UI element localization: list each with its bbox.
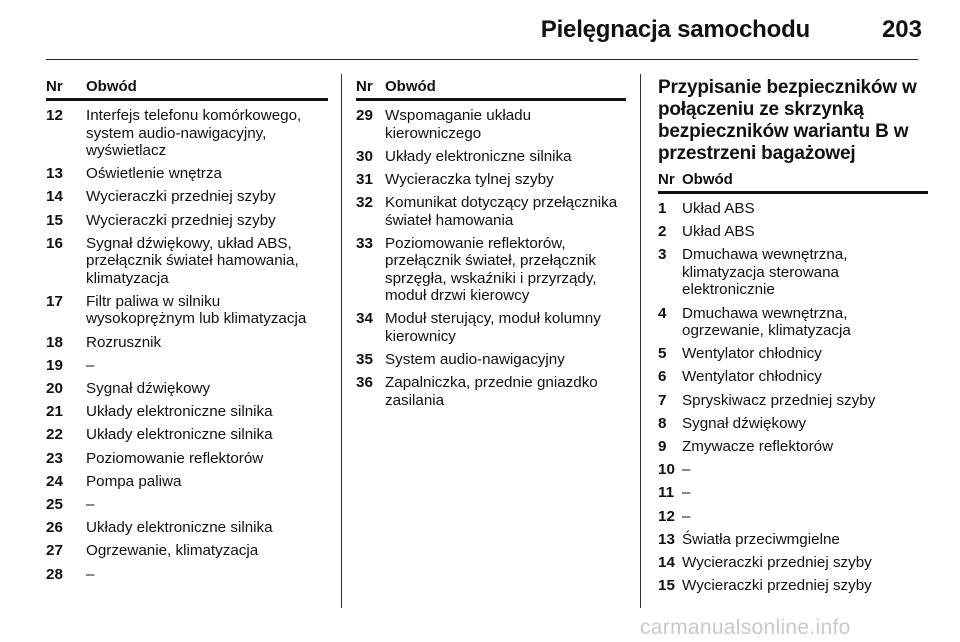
- table-row: [658, 368, 928, 386]
- circuit-name: Sygnał dźwiękowy, układ ABS, przełącznik świateł hamowania, klimatyzacja: [86, 234, 299, 287]
- table-row: [46, 334, 328, 352]
- circuit-name: Sygnał dźwiękowy: [86, 380, 211, 397]
- table-row: [46, 426, 328, 444]
- fuse-number: 13: [658, 530, 675, 548]
- fuse-number: 19: [46, 356, 63, 374]
- table-row: [46, 473, 328, 491]
- header-circuit: Obwód: [86, 78, 137, 95]
- watermark: carmanualsonline.info: [640, 616, 851, 639]
- fuse-number: 14: [658, 553, 675, 571]
- fuse-number: 32: [356, 194, 373, 212]
- header-nr: Nr: [46, 78, 63, 95]
- table-row: [658, 415, 928, 433]
- table-row: [658, 577, 928, 595]
- fuse-number: 8: [658, 414, 667, 432]
- fuse-number: 12: [46, 107, 63, 124]
- table-row: [356, 310, 626, 345]
- table-row: [658, 461, 928, 479]
- table-row: [46, 450, 328, 468]
- fuse-number: 24: [46, 472, 63, 490]
- fuse-number: 10: [658, 461, 675, 479]
- circuit-name: Poziomowanie reflektorów: [86, 449, 264, 467]
- circuit-name: Układy elektroniczne silnika: [86, 519, 273, 537]
- table-body: [658, 200, 928, 595]
- fuse-number: 2: [658, 223, 667, 241]
- table-row: [46, 165, 328, 183]
- fuse-number: 27: [46, 542, 63, 560]
- page-title: Pielęgnacja samochodu: [540, 16, 810, 43]
- table-row: [658, 438, 928, 456]
- table-row: [46, 357, 328, 375]
- circuit-name: Interfejs telefonu komórkowego, system audio-nawigacyjny, wyświetlacz: [86, 107, 302, 159]
- table-row: [46, 542, 328, 560]
- table-row: [658, 531, 928, 549]
- circuit-name: Filtr paliwa w silniku wysokoprężnym lub klimatyzacja: [86, 292, 307, 328]
- table-row: [356, 148, 626, 166]
- circuit-name: Wycieraczki przedniej szyby: [682, 577, 872, 595]
- fuse-number: 7: [658, 391, 667, 409]
- circuit-name: Ogrzewanie, klimatyzacja: [86, 542, 259, 560]
- section-title: Przypisanie bezpieczników w połączeniu ze skrzynką bezpieczników wariantu B w przestrzeni bagażowej: [658, 77, 917, 164]
- header-circuit: Obwód: [682, 171, 733, 188]
- header-circuit: Obwód: [385, 78, 436, 95]
- circuit-name: Wycieraczka tylnej szyby: [385, 170, 554, 188]
- circuit-name: Wycieraczki przedniej szyby: [86, 211, 276, 229]
- table-body: [356, 107, 626, 409]
- circuit-name: –: [682, 484, 691, 502]
- table-row: [658, 200, 928, 218]
- table-row: [356, 194, 626, 229]
- circuit-name: Dmuchawa wewnętrzna, klimatyzacja sterowana elektronicznie: [682, 246, 848, 299]
- fuse-table-3: [658, 78, 928, 595]
- table-row: [356, 171, 626, 189]
- fuse-number: 9: [658, 438, 667, 455]
- circuit-name: Rozrusznik: [86, 333, 162, 351]
- table-row: [658, 392, 928, 410]
- fuse-number: 36: [356, 374, 373, 392]
- circuit-name: Układy elektroniczne silnika: [385, 147, 572, 165]
- fuse-table-2: [356, 78, 626, 409]
- fuse-number: 21: [46, 403, 63, 421]
- table-row: [46, 188, 328, 206]
- header-nr: Nr: [658, 171, 675, 188]
- fuse-number: 34: [356, 310, 373, 328]
- fuse-number: 5: [658, 345, 667, 363]
- circuit-name: Oświetlenie wnętrza: [86, 165, 222, 183]
- table-row: [46, 496, 328, 514]
- table-row: [46, 293, 328, 328]
- circuit-name: Zapalniczka, przednie gniazdko zasilania: [385, 374, 598, 409]
- table-header: [46, 78, 328, 101]
- table-row: [46, 403, 328, 421]
- table-row: [658, 223, 928, 241]
- header-rule: [46, 59, 918, 60]
- fuse-number: 16: [46, 234, 63, 252]
- table-row: [356, 374, 626, 409]
- fuse-number: 3: [658, 246, 667, 264]
- fuse-number: 11: [658, 484, 675, 502]
- circuit-name: Układ ABS: [682, 200, 755, 217]
- circuit-name: Komunikat dotyczący przełącznika świateł hamowania: [385, 194, 618, 229]
- fuse-number: 4: [658, 304, 667, 322]
- fuse-number: 22: [46, 426, 63, 444]
- circuit-name: Układ ABS: [682, 223, 755, 241]
- circuit-name: System audio-nawigacyjny: [385, 351, 565, 369]
- table-row: [356, 235, 626, 305]
- column-divider-1: [341, 74, 342, 608]
- circuit-name: Dmuchawa wewnętrzna, ogrzewanie, klimatyzacja: [682, 304, 851, 340]
- table-header: [356, 78, 626, 101]
- fuse-number: 23: [46, 449, 63, 467]
- circuit-name: –: [682, 507, 691, 525]
- fuse-number: 6: [658, 368, 667, 386]
- fuse-number: 1: [658, 200, 667, 217]
- circuit-name: Pompa paliwa: [86, 472, 182, 490]
- circuit-name: Układy elektroniczne silnika: [86, 403, 273, 421]
- fuse-number: 30: [356, 147, 373, 165]
- table-body: [46, 107, 328, 583]
- table-header: [658, 171, 928, 194]
- fuse-number: 25: [46, 495, 63, 513]
- circuit-name: –: [682, 461, 691, 479]
- fuse-number: 13: [46, 165, 63, 183]
- table-row: [658, 246, 928, 299]
- table-row: [658, 305, 928, 340]
- fuse-number: 15: [46, 211, 63, 229]
- circuit-name: Poziomowanie reflektorów, przełącznik świateł, przełącznik sprzęgła, wskaźniki i przyrządy, moduł drzwi kierowcy: [385, 234, 597, 305]
- circuit-name: –: [86, 495, 95, 513]
- fuse-number: 33: [356, 234, 373, 252]
- fuse-number: 15: [658, 577, 675, 595]
- fuse-number: 12: [658, 507, 675, 525]
- fuse-number: 31: [356, 170, 373, 188]
- table-row: [46, 519, 328, 537]
- fuse-number: 14: [46, 188, 63, 206]
- circuit-name: Sygnał dźwiękowy: [682, 414, 807, 432]
- circuit-name: Układy elektroniczne silnika: [86, 426, 273, 444]
- circuit-name: Wentylator chłodnicy: [682, 345, 822, 363]
- circuit-name: Wspomaganie układu kierowniczego: [385, 107, 532, 142]
- circuit-name: Wentylator chłodnicy: [682, 368, 822, 386]
- circuit-name: Moduł sterujący, moduł kolumny kierownicy: [385, 310, 601, 345]
- circuit-name: Światła przeciwmgielne: [682, 530, 840, 548]
- circuit-name: Zmywacze reflektorów: [682, 438, 834, 455]
- table-row: [46, 566, 328, 584]
- circuit-name: Wycieraczki przedniej szyby: [682, 553, 872, 571]
- table-row: [658, 484, 928, 502]
- circuit-name: Spryskiwacz przedniej szyby: [682, 391, 876, 409]
- table-row: [658, 508, 928, 526]
- fuse-number: 17: [46, 292, 63, 310]
- fuse-number: 29: [356, 107, 373, 124]
- column-divider-2: [640, 74, 641, 608]
- header-nr: Nr: [356, 78, 373, 95]
- fuse-table-1: [46, 78, 328, 583]
- page-number: 203: [881, 16, 922, 43]
- page-header: [0, 0, 960, 50]
- fuse-number: 28: [46, 565, 63, 583]
- table-row: [658, 345, 928, 363]
- table-row: [46, 212, 328, 230]
- fuse-number: 18: [46, 333, 63, 351]
- table-row: [356, 351, 626, 369]
- fuse-number: 35: [356, 351, 373, 369]
- fuse-number: 26: [46, 519, 63, 537]
- circuit-name: –: [86, 565, 95, 583]
- table-row: [46, 107, 328, 160]
- table-row: [658, 554, 928, 572]
- fuse-number: 20: [46, 380, 63, 397]
- circuit-name: –: [86, 356, 95, 374]
- table-row: [46, 380, 328, 398]
- table-row: [46, 235, 328, 288]
- table-row: [356, 107, 626, 142]
- circuit-name: Wycieraczki przedniej szyby: [86, 188, 276, 206]
